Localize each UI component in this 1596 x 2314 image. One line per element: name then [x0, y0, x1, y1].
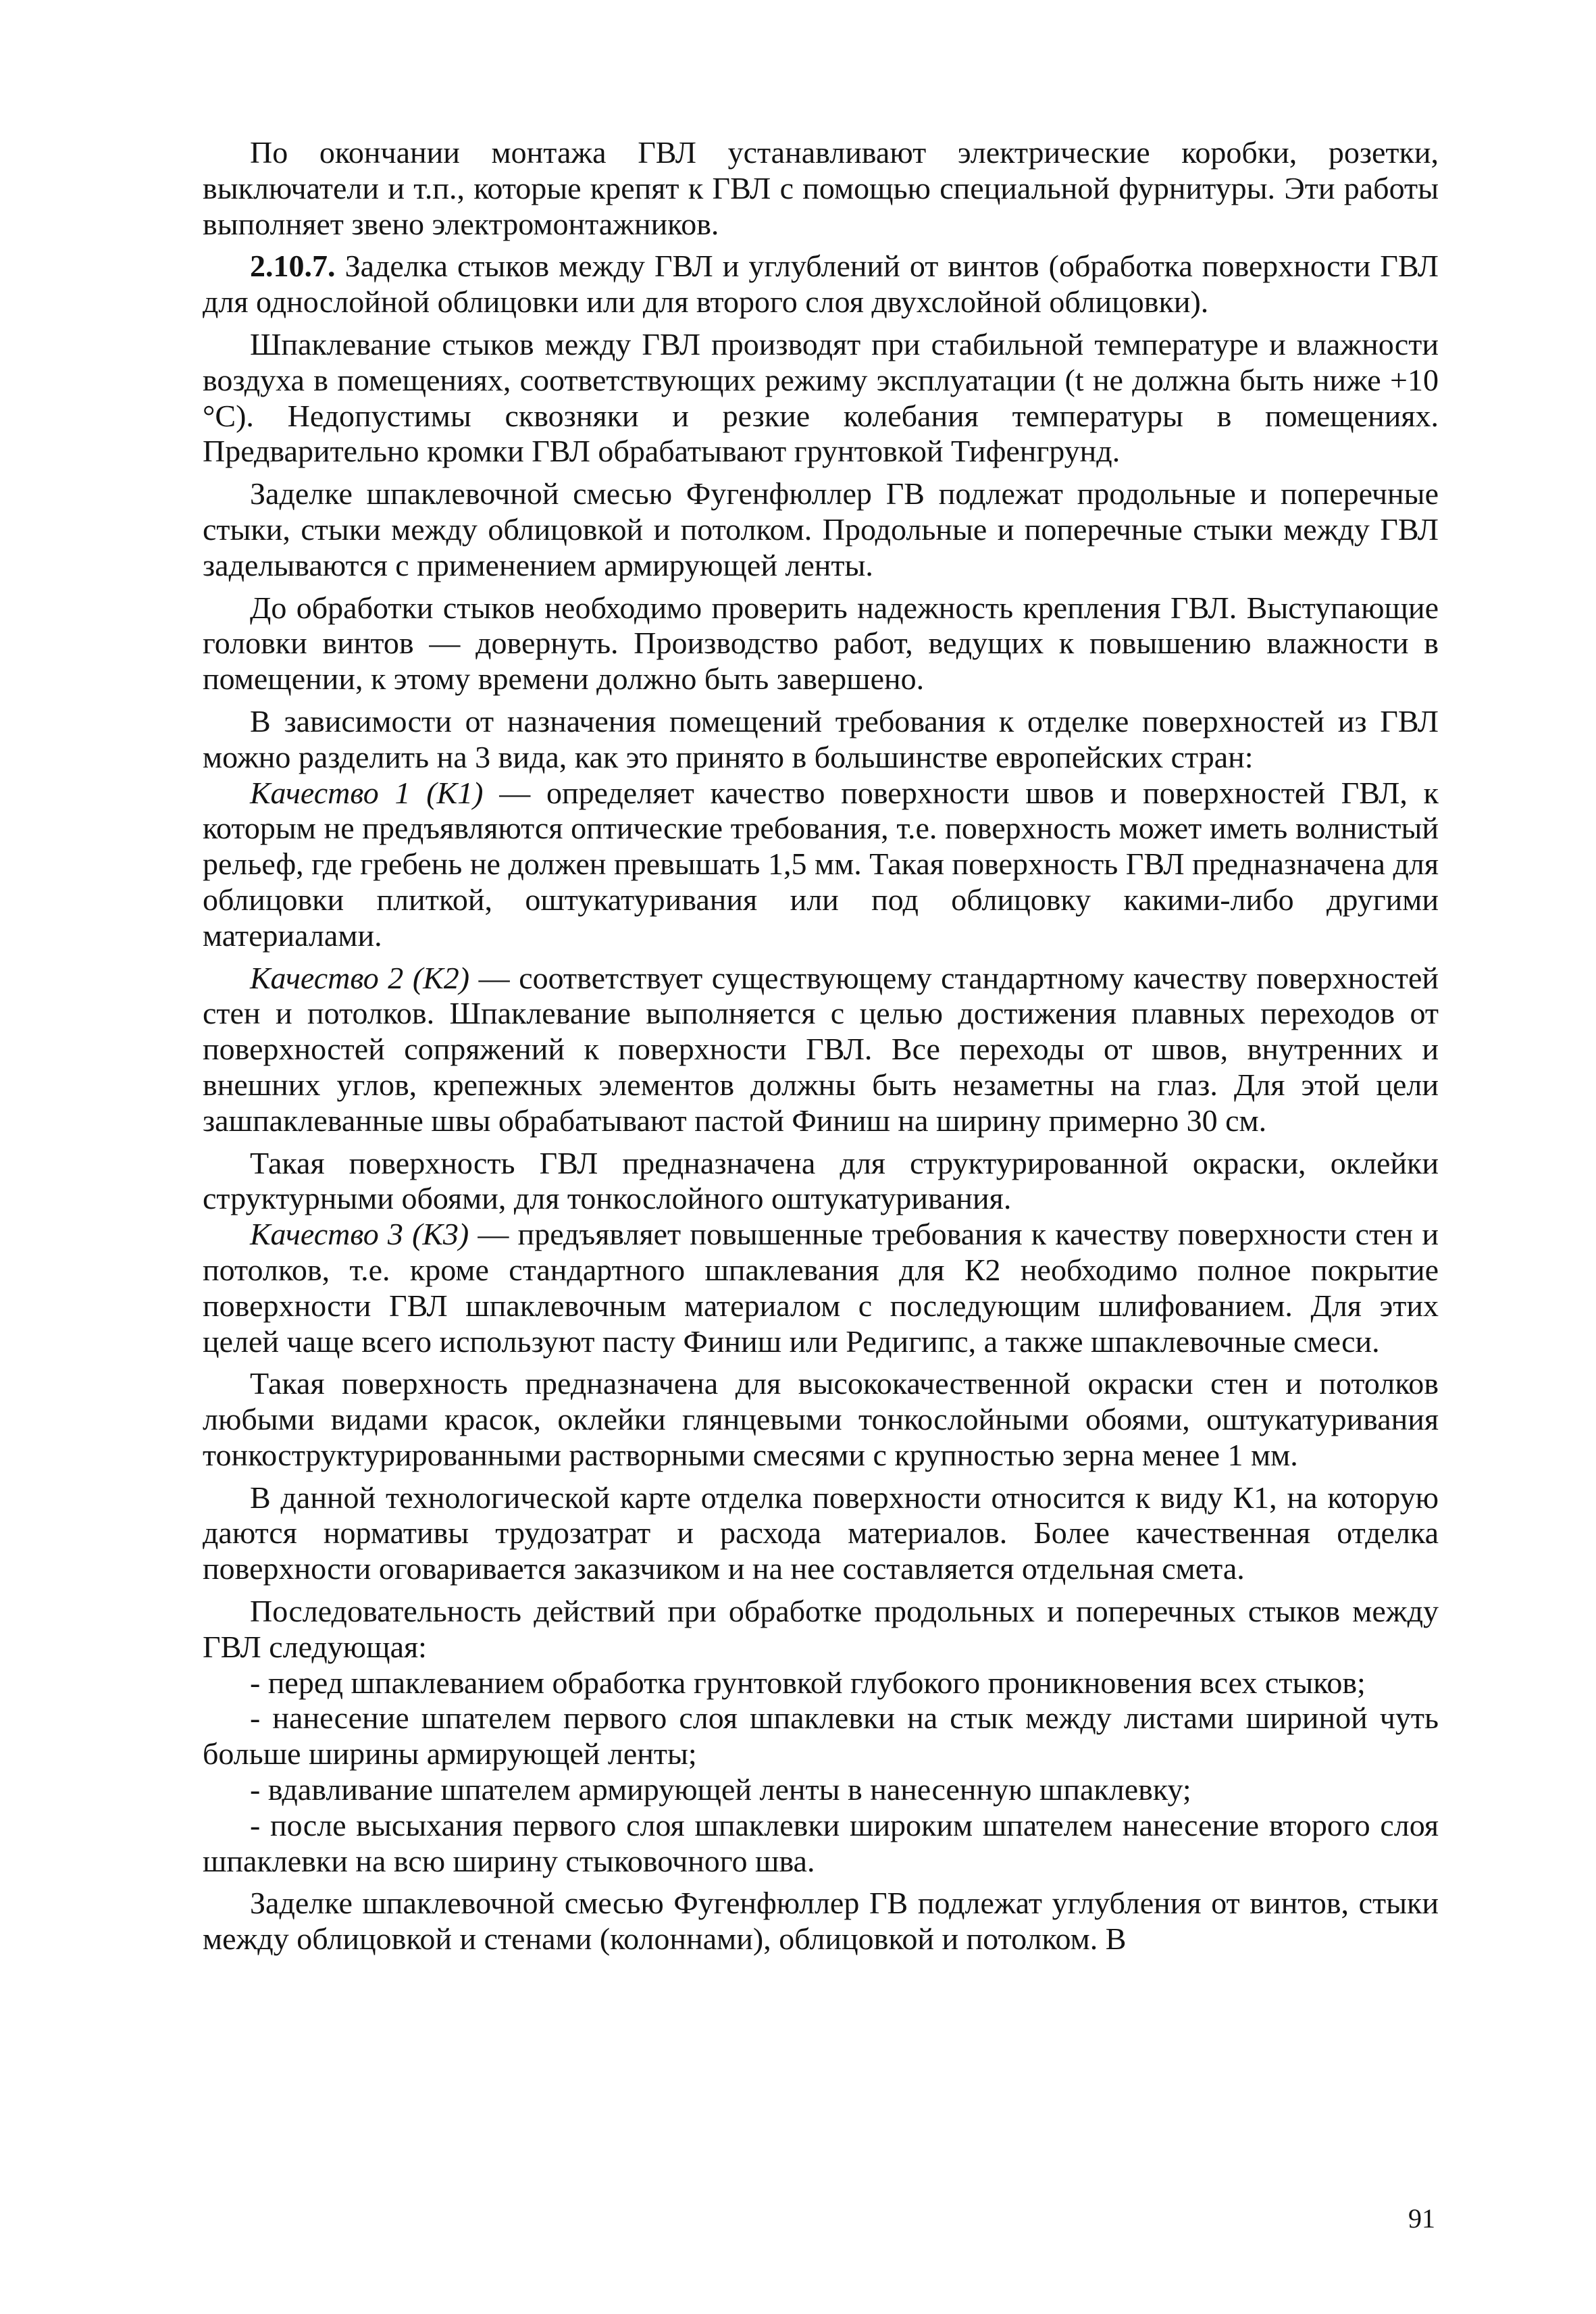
list-item: - перед шпаклеванием обработка грунтовкой глубокого проникновения всех стыков; — [250, 1665, 1366, 1700]
section-title: Заделка стыков между ГВЛ и углублений от винтов (обработка поверхности ГВЛ для однослойной облицовки или для второго слоя двухслойной облицовки). — [203, 249, 1439, 320]
paragraph: Заделке шпаклевочной смесью Фугенфюллер ГВ подлежат продольные и поперечные стыки, стыки между облицовкой и потолком. Продольные и поперечные стыки между ГВЛ заделываются с применением армирующей ленты. — [203, 476, 1439, 582]
paragraph: Такая поверхность ГВЛ предназначена для структурированной окраски, оклейки структурными обоями, для тонкослойного оштукатуривания. — [203, 1145, 1439, 1216]
paragraph: Заделке шпаклевочной смесью Фугенфюллер ГВ подлежат углубления от винтов, стыки между облицовкой и стенами (колоннами), облицовкой и потолком. В — [203, 1886, 1439, 1957]
quality-paragraph — [203, 961, 1439, 1139]
document-page — [203, 135, 1439, 1957]
paragraph: Шпаклевание стыков между ГВЛ производят при стабильной температуре и влажности воздуха в помещениях, соответствующих режиму эксплуатации (t не должна быть ниже +10 °С). Недопустимы сквозняки и резкие колебания температуры в помещениях. Предварительно кромки ГВЛ обрабатывают грунтовкой Тифенгрунд. — [203, 326, 1439, 469]
quality-label: Качество 1 (К1) — [250, 775, 484, 810]
page-number: 91 — [1408, 2203, 1435, 2234]
list-item: - вдавливание шпателем армирующей ленты в нанесенную шпаклевку; — [250, 1772, 1191, 1807]
paragraph: До обработки стыков необходимо проверить надежность крепления ГВЛ. Выступающие головки винтов — довернуть. Производство работ, ведущих к повышению влажности в помещении, к этому времени должно быть завершено. — [203, 590, 1439, 697]
quality-label: Качество 2 (К2) — [250, 960, 470, 995]
paragraph: В данной технологической карте отделка поверхности относится к виду К1, на которую даются нормативы трудозатрат и расхода материалов. Более качественная отделка поверхности оговаривается заказчиком и на нее составляется отдельная смета. — [203, 1480, 1439, 1586]
paragraph: Последовательность действий при обработке продольных и поперечных стыков между ГВЛ следующая: — [203, 1594, 1439, 1664]
section-number: 2.10.7. — [250, 249, 336, 284]
list-item: - нанесение шпателем первого слоя шпаклевки на стык между листами шириной чуть больше ширины армирующей ленты; — [203, 1701, 1439, 1771]
quality-paragraph — [203, 1217, 1439, 1359]
list-item: - после высыхания первого слоя шпаклевки широким шпателем нанесение второго слоя шпаклевки на всю ширину стыковочного шва. — [203, 1807, 1439, 1878]
paragraph: В зависимости от назначения помещений требования к отделке поверхностей из ГВЛ можно разделить на 3 вида, как это принято в большинстве европейских стран: — [203, 703, 1439, 774]
paragraph: По окончании монтажа ГВЛ устанавливают электрические коробки, розетки, выключатели и т.п., которые крепят к ГВЛ с помощью специальной фурнитуры. Эти работы выполняет звено электромонтажников. — [203, 135, 1439, 241]
quality-label: Качество 3 (К3) — [250, 1217, 469, 1252]
quality-text: — предъявляет повышенные требования к качеству поверхности стен и потолков, т.е. кроме стандартного шпаклевания для К2 необходимо полное покрытие поверхности ГВЛ шпаклевочным материалом с последующим шлифованием. Для этих целей чаще всего используют пасту Финиш или Редигипс, а также шпаклевочные смеси. — [203, 1217, 1439, 1359]
quality-text: — определяет качество поверхности швов и поверхностей ГВЛ, к которым не предъявляются оптические требования, т.е. поверхность может иметь волнистый рельеф, где гребень не должен превышать 1,5 мм. Такая поверхность ГВЛ предназначена для облицовки плиткой, оштукатуривания или под облицовку какими-либо другими материалами. — [203, 775, 1439, 953]
paragraph: Такая поверхность предназначена для высококачественной окраски стен и потолков любыми видами красок, оклейки глянцевыми тонкослойными обоями, оштукатуривания тонкоструктурированными растворными смесями с крупностью зерна менее 1 мм. — [203, 1366, 1439, 1472]
quality-paragraph — [203, 776, 1439, 954]
section-paragraph — [203, 249, 1439, 320]
quality-text: — соответствует существующему стандартному качеству поверхностей стен и потолков. Шпаклевание выполняется с целью достижения плавных переходов от поверхностей сопряжений к поверхности ГВЛ. Все переходы от швов, внутренних и внешних углов, крепежных элементов должны быть незаметны на глаз. Для этой цели зашпаклеванные швы обрабатывают пастой Финиш на ширину примерно 30 см. — [203, 960, 1439, 1138]
